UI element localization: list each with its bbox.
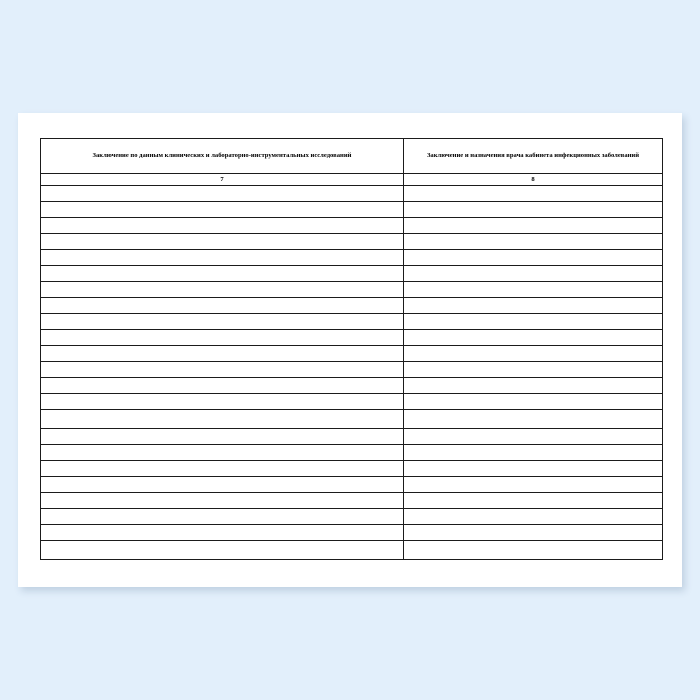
table-row bbox=[41, 298, 663, 314]
table-cell[interactable] bbox=[404, 493, 663, 509]
table-cell[interactable] bbox=[41, 445, 404, 461]
table-cell[interactable] bbox=[404, 525, 663, 541]
table-row bbox=[41, 461, 663, 477]
table-row bbox=[41, 362, 663, 378]
table-cell[interactable] bbox=[404, 394, 663, 410]
table-row bbox=[41, 541, 663, 560]
table-cell[interactable] bbox=[404, 234, 663, 250]
table-cell[interactable] bbox=[404, 461, 663, 477]
table-row bbox=[41, 234, 663, 250]
table-cell[interactable] bbox=[41, 461, 404, 477]
table-row bbox=[41, 493, 663, 509]
table-row bbox=[41, 282, 663, 298]
table-cell[interactable] bbox=[404, 477, 663, 493]
table-row bbox=[41, 330, 663, 346]
header-row bbox=[41, 139, 663, 174]
table-row bbox=[41, 250, 663, 266]
table-cell[interactable] bbox=[404, 445, 663, 461]
table-row bbox=[41, 186, 663, 202]
table-cell[interactable] bbox=[41, 330, 404, 346]
table-cell[interactable] bbox=[41, 346, 404, 362]
table-cell[interactable] bbox=[41, 298, 404, 314]
paper-sheet bbox=[18, 113, 682, 587]
table-cell[interactable] bbox=[404, 202, 663, 218]
table-cell[interactable] bbox=[404, 378, 663, 394]
table-cell[interactable] bbox=[41, 541, 404, 560]
table-cell[interactable] bbox=[404, 266, 663, 282]
table-row bbox=[41, 378, 663, 394]
table-cell[interactable] bbox=[41, 362, 404, 378]
table-cell[interactable] bbox=[41, 477, 404, 493]
table-cell[interactable] bbox=[404, 314, 663, 330]
table-body bbox=[41, 186, 663, 560]
table-cell[interactable] bbox=[41, 314, 404, 330]
table-cell[interactable] bbox=[41, 202, 404, 218]
table-cell[interactable] bbox=[41, 250, 404, 266]
table-cell[interactable] bbox=[404, 186, 663, 202]
table-row bbox=[41, 314, 663, 330]
table-cell[interactable] bbox=[404, 429, 663, 445]
column-number-7: 7 bbox=[41, 174, 404, 186]
table-row bbox=[41, 410, 663, 429]
table-cell[interactable] bbox=[41, 394, 404, 410]
table-cell[interactable] bbox=[41, 429, 404, 445]
table-cell[interactable] bbox=[41, 218, 404, 234]
table-cell[interactable] bbox=[41, 234, 404, 250]
table-row bbox=[41, 477, 663, 493]
table-cell[interactable] bbox=[41, 282, 404, 298]
column-number-row bbox=[41, 174, 663, 186]
table-cell[interactable] bbox=[404, 298, 663, 314]
table-row bbox=[41, 346, 663, 362]
table-row bbox=[41, 394, 663, 410]
table-row bbox=[41, 218, 663, 234]
table-cell[interactable] bbox=[404, 282, 663, 298]
table-cell[interactable] bbox=[41, 186, 404, 202]
table-cell[interactable] bbox=[404, 362, 663, 378]
table-container bbox=[40, 138, 660, 560]
table-cell[interactable] bbox=[404, 330, 663, 346]
table-cell[interactable] bbox=[41, 525, 404, 541]
table-cell[interactable] bbox=[41, 266, 404, 282]
table-cell[interactable] bbox=[404, 541, 663, 560]
table-row bbox=[41, 429, 663, 445]
table-cell[interactable] bbox=[404, 346, 663, 362]
table-row bbox=[41, 266, 663, 282]
column-header-7: Заключение по данным клинических и лабораторно-инструментальных исследований bbox=[41, 139, 404, 174]
table-cell[interactable] bbox=[404, 410, 663, 429]
table-cell[interactable] bbox=[404, 509, 663, 525]
table-row bbox=[41, 445, 663, 461]
table-cell[interactable] bbox=[41, 509, 404, 525]
registry-table bbox=[40, 138, 663, 560]
table-cell[interactable] bbox=[41, 378, 404, 394]
column-number-8: 8 bbox=[404, 174, 663, 186]
table-header bbox=[41, 139, 663, 186]
table-cell[interactable] bbox=[41, 493, 404, 509]
table-row bbox=[41, 509, 663, 525]
table-cell[interactable] bbox=[41, 410, 404, 429]
table-cell[interactable] bbox=[404, 218, 663, 234]
table-row bbox=[41, 202, 663, 218]
table-cell[interactable] bbox=[404, 250, 663, 266]
column-header-8: Заключение и назначения врача кабинета инфекционных заболеваний bbox=[404, 139, 663, 174]
table-row bbox=[41, 525, 663, 541]
